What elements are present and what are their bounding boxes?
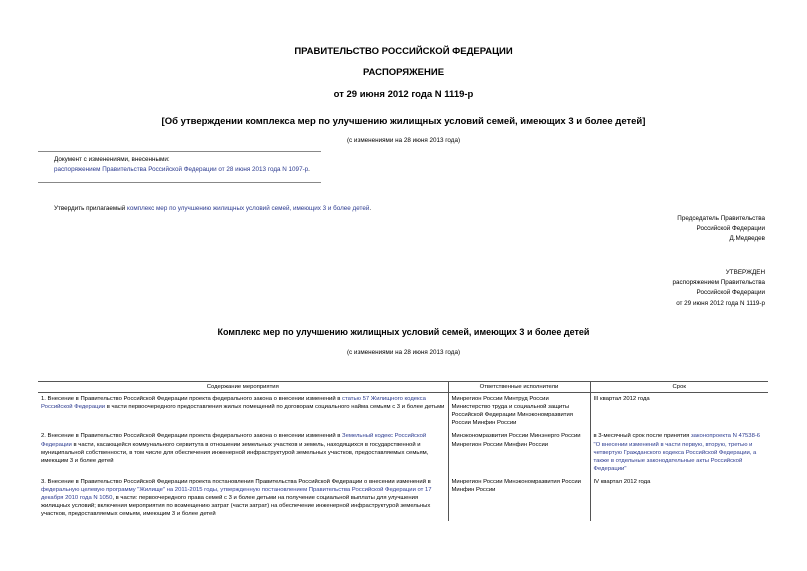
measure-executors: Минэкономразвития России Минэнерго России Минрегион России Минфин России bbox=[448, 430, 590, 475]
complex-link[interactable]: комплекс мер по улучшению жилищных условий семей, имеющих 3 и более детей bbox=[127, 205, 370, 212]
measure-deadline bbox=[590, 393, 768, 431]
changes-box-bottom-divider bbox=[38, 182, 321, 183]
approve-text-suffix: . bbox=[369, 205, 372, 212]
measure-text: 3. Внесение в Правительство Российской Федерации проекта постановления Правительства Российской Федерации о внесении изменений в bbox=[41, 478, 431, 485]
measure-text-continued: в части, касающейся коммунального сервитута в отношении земельных участков и земель, находящихся в государственной и муниципальной собственности, в том числе для обеспечения инженерной инфраструктурой земельных участков, предоставляемых семьям, имеющим 3 и более детей bbox=[41, 441, 429, 464]
amendment-link-suffix: . bbox=[308, 166, 310, 173]
measure-link[interactable]: статью 57 Жилищного кодекса Российской Федерации bbox=[41, 396, 426, 411]
table-row bbox=[38, 430, 768, 475]
approved-line-3: Российской Федерации bbox=[696, 289, 765, 297]
measure-link[interactable]: Земельный кодекс Российской Федерации bbox=[41, 433, 427, 448]
document-date-number: от 29 июня 2012 года N 1119-р bbox=[333, 89, 474, 100]
approved-heading: УТВЕРЖДЕН bbox=[725, 269, 765, 276]
amendment-link[interactable]: распоряжением Правительства Российской Федерации от 28 июня 2013 года N 1097-р bbox=[54, 166, 309, 173]
signature-block bbox=[677, 214, 765, 245]
measures-table bbox=[38, 381, 768, 521]
approved-line-4: от 29 июня 2012 года N 1119-р bbox=[676, 299, 765, 307]
complex-changes-note: (с изменениями на 28 июня 2013 года) bbox=[346, 349, 461, 356]
changes-box-label: Документ с изменениями, внесенными: bbox=[54, 156, 170, 163]
approve-text-prefix: Утвердить прилагаемый bbox=[54, 205, 128, 212]
table-row bbox=[38, 476, 768, 521]
measure-text: 2. Внесение в Правительство Российской Федерации проекта федерального закона о внесении изменений в bbox=[41, 433, 343, 440]
changes-note: (с изменениями на 28 июня 2013 года) bbox=[346, 137, 461, 144]
document-type: РАСПОРЯЖЕНИЕ bbox=[362, 67, 445, 78]
approved-block bbox=[673, 268, 765, 309]
deadline-text: III квартал 2012 года bbox=[593, 396, 650, 403]
signature-name: Д.Медведев bbox=[729, 235, 765, 243]
measure-link[interactable]: федеральную целевую программу "Жилище" на 2011-2015 годы, утвержденную постановлением Правительства Российской Федерации от 17 декабря 2010 года N 1050 bbox=[41, 487, 432, 502]
changes-box-top-divider bbox=[38, 151, 321, 152]
measure-text-continued: , в части: первоочередного права семей с 3 и более детьми на получение социальной выплаты для улучшения жилищных условий; включения мероприятия по возмещению затрат (части затрат) на обеспечение инженерной инфраструктурой земельных участков, предоставляемых семьям, имеющим 3 и более детей bbox=[41, 495, 431, 518]
deadline-link[interactable]: законопроекта N 47538-6 "О внесении изменений в части первую, вторую, третью и четвертую Гражданского кодекса Российской Федерации, а также в отдельные законодательные акты Российской Федерации" bbox=[593, 433, 761, 472]
complex-title: Комплекс мер по улучшению жилищных условий семей, имеющих 3 и более детей bbox=[217, 327, 590, 337]
measure-text-continued: в части первоочередного предоставления жилых помещений по договорам социального найма семьям с 3 и более детьми bbox=[105, 404, 445, 411]
signature-position: Председатель Правительства bbox=[677, 215, 765, 222]
changes-box-entry bbox=[54, 165, 310, 175]
table-row bbox=[38, 393, 768, 431]
measure-executors: Минрегион России Минэкономразвития России Минфин России bbox=[448, 476, 590, 521]
measure-content bbox=[38, 430, 448, 475]
column-header-content: Содержание мероприятия bbox=[38, 382, 448, 393]
changes-box bbox=[54, 155, 310, 175]
measure-text: 1. Внесение в Правительство Российской Федерации проекта федерального закона о внесении изменений в bbox=[41, 396, 343, 403]
measure-content bbox=[38, 476, 448, 521]
approve-paragraph bbox=[54, 204, 371, 214]
column-header-executors: Ответственные исполнители bbox=[448, 382, 590, 393]
column-header-deadline: Срок bbox=[590, 382, 768, 393]
measure-deadline bbox=[590, 476, 768, 521]
measure-executors: Минрегион России Минтруд России Министерство труда и социальной защиты Российской Федерации Минэкономразвития России Минфин России bbox=[448, 393, 590, 431]
approved-line-2: распоряжением Правительства bbox=[672, 279, 765, 287]
table-header-row bbox=[38, 382, 768, 393]
government-heading: ПРАВИТЕЛЬСТВО РОССИЙСКОЙ ФЕДЕРАЦИИ bbox=[294, 46, 513, 57]
signature-country: Российской Федерации bbox=[696, 225, 765, 233]
measure-content bbox=[38, 393, 448, 431]
deadline-text: в 3-месячный срок после принятия bbox=[593, 433, 691, 440]
document-title: [Об утверждении комплекса мер по улучшению жилищных условий семей, имеющих 3 и более детей] bbox=[161, 116, 646, 127]
deadline-text: IV квартал 2012 года bbox=[593, 478, 651, 485]
measure-deadline bbox=[590, 430, 768, 475]
